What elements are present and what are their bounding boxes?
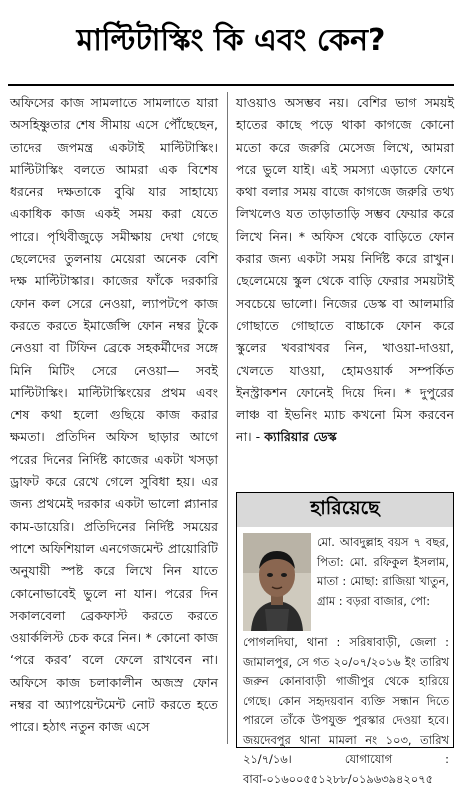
article-right-text: যাওয়াও অসম্ভব নয়। বেশির ভাগ সময়ই হাতের কাছে পড়ে থাকা কাগজে কোনো মতো করে জরুরি মেসেজ লিখে, আমরা পরে ভুলে যাই। এই সমস্যা এড়াতে ফোনে কথা বলার সময় বাজে কাগজে জরুরি তথ্য লিখলেও যত তাড়াতাড়ি সম্ভব ফেয়ার করে লিখে নিন। * অফিস থেকে বাড়িতে ফোন করার জন্য একটা সময় নির্দিষ্ট করে রাখুন। ছেলেমেয়ে স্কুল থেকে বাড়ি ফেরার সময়টাই সবচেয়ে ভালো। নিজের ডেস্ক বা আলমারি গোছাতে গোছাতে বাচ্চাকে ফোন করে স্কুলের খবরাখবর নিন, খাওয়া-দাওয়া, খেলতে যাওয়া, হোমওয়ার্ক সম্পর্কিত ইনস্ট্রাকশন ফোনেই দিয়ে দিন। * দুপুরের লাঞ্চ বা ইভনিং ম্যাচ কখনো মিস করবেন না। - bbox=[236, 95, 454, 445]
column-divider bbox=[227, 92, 228, 744]
missing-person-notice bbox=[236, 492, 454, 786]
child-portrait-icon bbox=[243, 533, 311, 631]
child-photo bbox=[243, 533, 311, 631]
article-byline: ক্যারিয়ার ডেস্ক bbox=[264, 429, 337, 445]
article-headline: মাল্টিটাস্কিং কি এবং কেন? bbox=[76, 22, 386, 58]
missing-notice-details-bottom: পোগলদিঘা, থানা : সরিষাবাড়ী, জেলা : জামালপুর, সে গত ২০/০৭/২০১৬ ইং তারিখ জরুন কোনাবাড়ী গাজীপুর থেকে হারিয়ে গেছে। কোন সহৃদয়বান ব্যক্তি সন্ধান দিতে পারলে তাঁকে উপযুক্ত পুরস্কার দেওয়া হবে। জয়দেবপুর থানা মামলা নং ১০৩, তারিখ ২১/৭/১৬। যোগাযোগ : বাবা-০১৬০০৫৫১২৮৮/০১৯৬৩৯৪২০৭৫ bbox=[243, 635, 449, 786]
headline-rule bbox=[8, 84, 454, 86]
article-left-column: অফিসের কাজ সামলাতে সামলাতে যারা অসহিষ্ণুতার শেষ সীমায় এসে পৌঁছেছেন, তাদের জপমন্ত্র একটাই মাল্টিটাস্কিং। মাল্টিটাস্কিং বলতে আমরা এক বিশেষ ধরনের দক্ষতাকে বুঝি যার সাহায্যে একাধিক কাজ একই সময় করা যেতে পারে। পৃথিবীজুড়ে সমীক্ষায় দেখা গেছে ছেলেদের তুলনায় মেয়েরা অনেক বেশি দক্ষ মাল্টিটাস্কার। কাজের ফাঁকে দরকারি ফোন কল সেরে নেওয়া, ল্যাপটপে কাজ করতে করতে ইমার্জেন্সি ফোন নম্বর টুকে নেওয়া বা টিফিন ব্রেকে সহকর্মীদের সঙ্গে মিনি মিটিং সেরে নেওয়া— সবই মাল্টিটাস্কিং। মাল্টিটাস্কিংয়ের প্রথম এবং শেষ কথা হলো গুছিয়ে কাজ করার ক্ষমতা। প্রতিদিন অফিস ছাড়ার আগে পরের দিনের নির্দিষ্ট কাজের একটা খসড়া ড্রাফট করে রেখে গেলে সুবিধা হয়। এর জন্য প্রথমেই দরকার একটা ভালো প্ল্যানার কাম-ডায়েরি। প্রতিদিনের নির্দিষ্ট সময়ের পাশে অফিশিয়াল এনগেজমেন্ট প্রায়োরিটি অনুযায়ী স্পষ্ট করে লিখে নিন যাতে কোনোভাবেই ভুলে না যান। পরের দিন সকালবেলা ব্রেকফাস্ট করতে করতে ওয়ার্কলিস্ট চেক করে নিন। * কোনো কাজ ‘পরে করব’ বলে ফেলে রাখবেন না। অফিসে কাজ চলাকালীন অজস্র ফোন নম্বর বা অ্যাপয়েন্টমেন্ট নোট করতে হতে পারে। হঠাৎ নতুন কাজ এসে bbox=[10, 95, 218, 735]
missing-notice-title: হারিয়েছে bbox=[237, 493, 453, 527]
article-right-column bbox=[236, 92, 454, 474]
missing-notice-details-side: মো. আবদুল্লাহ বয়স ৭ বছর, পিতা: মো. রফিকুল ইসলাম, মাতা : মোছা: রাজিয়া খাতুন, গ্রাম : বড়রা বাজার, পো: bbox=[317, 535, 449, 608]
